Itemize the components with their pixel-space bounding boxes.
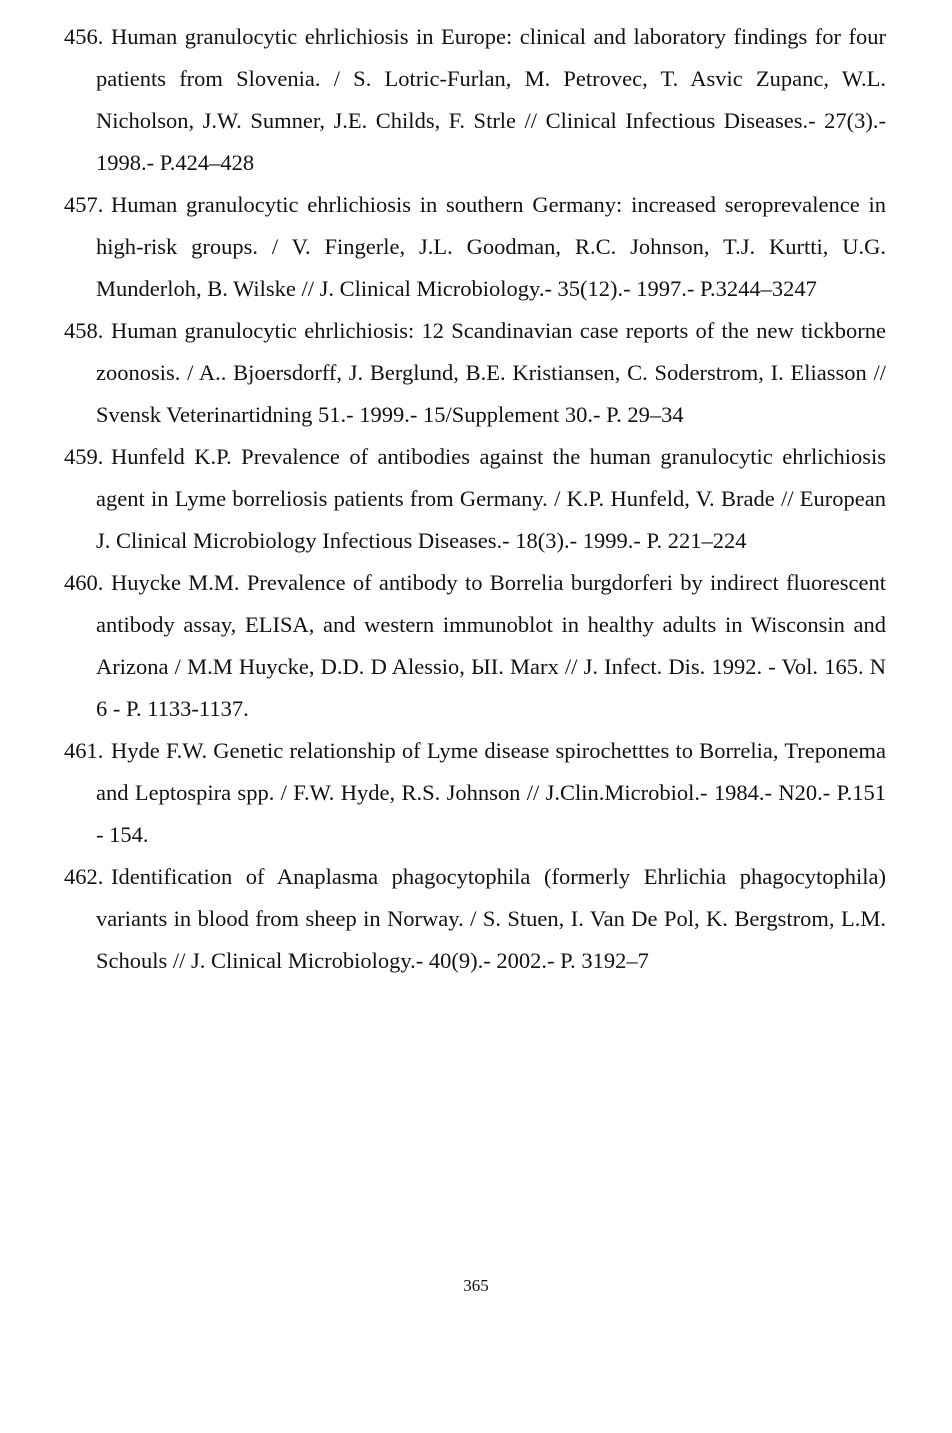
reference-text: Identification of Anaplasma phagocytophila (formerly Ehrlichia phagocytophila) variants in blood from sheep in Norway. / S. Stuen, I. Van De Pol, K. Bergstrom, L.M. Schouls // J. Clinical Microbiology.- 40(9).- 2002.- P. 3192–7	[96, 864, 886, 973]
reference-item-459	[64, 436, 886, 562]
reference-text: Huycke M.M. Prevalence of antibody to Borrelia burgdorferi by indirect fluorescent antibody assay, ELISA, and western immunoblot in healthy adults in Wisconsin and Arizona / M.M Huycke, D.D. D Alessio, ЫI. Marx // J. Infect. Dis. 1992. - Vol. 165. N 6 - P. 1133-1137.	[96, 570, 886, 721]
reference-item-461	[64, 730, 886, 856]
reference-number: 458.	[64, 318, 104, 343]
reference-number: 460.	[64, 570, 104, 595]
reference-number: 457.	[64, 192, 104, 217]
reference-number: 459.	[64, 444, 104, 469]
reference-item-458	[64, 310, 886, 436]
page-number: 365	[463, 1276, 489, 1295]
reference-text: Human granulocytic ehrlichiosis in Europe: clinical and laboratory findings for four patients from Slovenia. / S. Lotric-Furlan, M. Petrovec, T. Asvic Zupanc, W.L. Nicholson, J.W. Sumner, J.E. Childs, F. Strle // Clinical Infectious Diseases.- 27(3).- 1998.- P.424–428	[96, 24, 886, 175]
reference-item-456	[64, 16, 886, 184]
reference-item-462	[64, 856, 886, 982]
reference-item-460	[64, 562, 886, 730]
reference-number: 456.	[64, 24, 104, 49]
reference-text: Human granulocytic ehrlichiosis: 12 Scandinavian case reports of the new tickborne zoonosis. / A.. Bjoersdorff, J. Berglund, B.E. Kristiansen, C. Soderstrom, I. Eliasson // Svensk Veterinartidning 51.- 1999.- 15/Supplement 30.- P. 29–34	[96, 318, 886, 427]
reference-item-457	[64, 184, 886, 310]
reference-text: Hyde F.W. Genetic relationship of Lyme disease spirochetttes to Borrelia, Treponema and Leptospira spp. / F.W. Hyde, R.S. Johnson // J.Clin.Microbiol.- 1984.- N20.- P.151 - 154.	[96, 738, 886, 847]
reference-number: 462.	[64, 864, 104, 889]
reference-text: Hunfeld K.P. Prevalence of antibodies against the human granulocytic ehrlichiosis agent in Lyme borreliosis patients from Germany. / K.P. Hunfeld, V. Brade // European J. Clinical Microbiology Infectious Diseases.- 18(3).- 1999.- P. 221–224	[96, 444, 886, 553]
reference-text: Human granulocytic ehrlichiosis in southern Germany: increased seroprevalence in high-risk groups. / V. Fingerle, J.L. Goodman, R.C. Johnson, T.J. Kurtti, U.G. Munderloh, B. Wilske // J. Clinical Microbiology.- 35(12).- 1997.- P.3244–3247	[96, 192, 886, 301]
reference-number: 461.	[64, 738, 104, 763]
reference-list	[64, 16, 886, 982]
